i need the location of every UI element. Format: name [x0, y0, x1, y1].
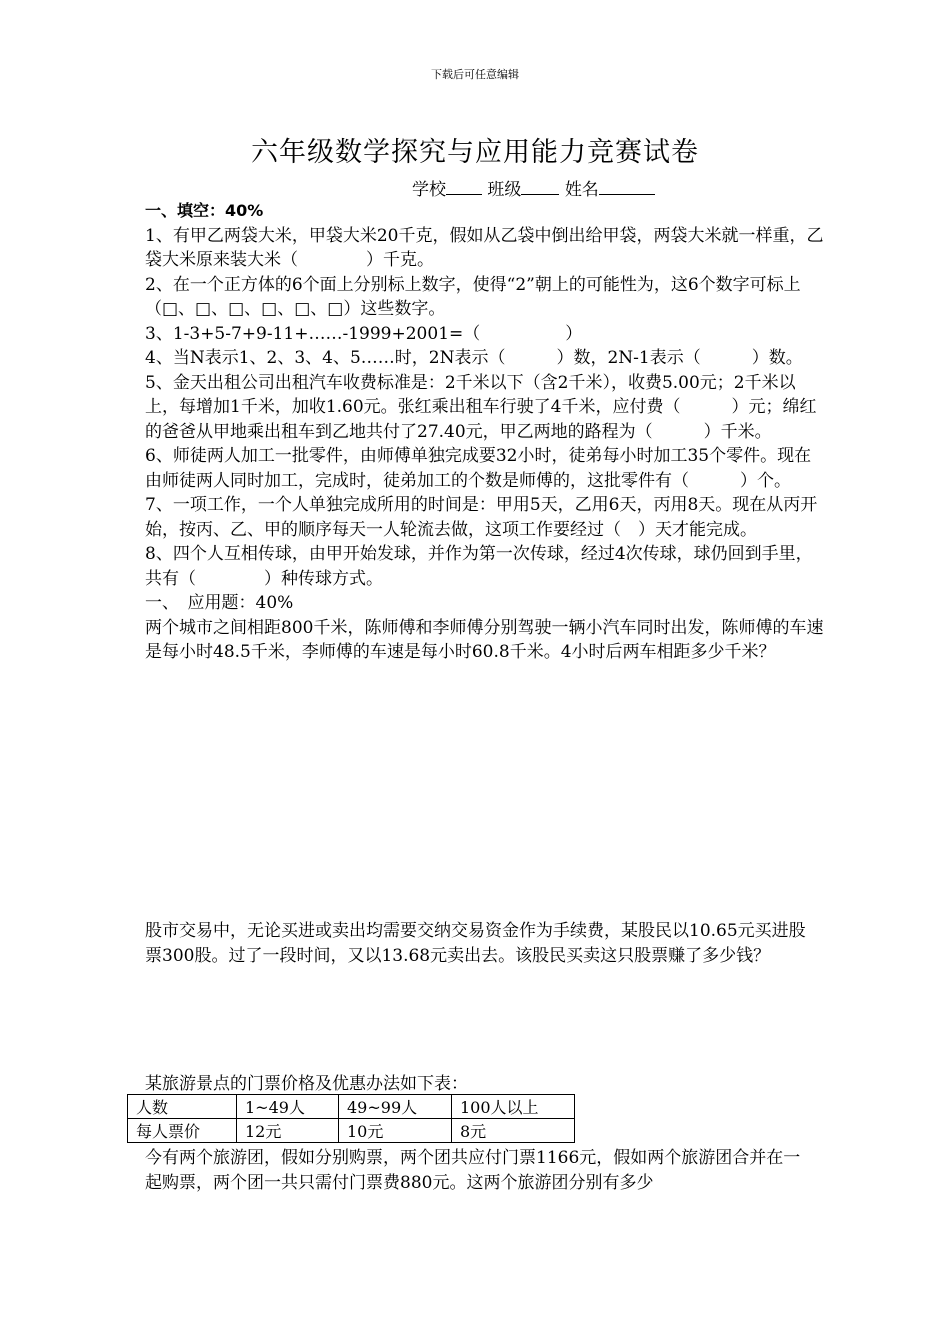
table-cell: 每人票价 [128, 1119, 237, 1143]
class-label: 班级 [487, 180, 522, 200]
school-blank[interactable] [446, 178, 482, 195]
name-blank[interactable] [599, 178, 655, 195]
application-question-3: 今有两个旅游团，假如分别购票，两个团共应付门票1166元，假如两个旅游团合并在一起购票，两个团一共只需付门票费880元。这两个旅游团分别有多少 [145, 1148, 801, 1193]
section1-heading: 一、填空：40% [145, 201, 264, 220]
ticket-price-table [127, 1094, 575, 1143]
table-cell: 1~49人 [237, 1095, 339, 1119]
application-question-2: 股市交易中，无论买进或卖出均需要交纳交易资金作为手续费，某股民以10.65元买进股票300股。过了一段时间，又以13.68元卖出去。该股民买卖这只股票赚了多少钱？ [145, 921, 806, 966]
section2-heading: 一、 应用题：40% [145, 593, 294, 613]
table-row [128, 1119, 575, 1143]
table-row [128, 1095, 575, 1119]
name-label: 姓名 [564, 180, 599, 200]
question-2: 2、在一个正方体的6个面上分别标上数字，使得“2”朝上的可能性为，这6个数字可标上（□、□、□、□、□、□）这些数字。 [145, 274, 801, 319]
class-blank[interactable] [521, 178, 559, 195]
page-header-note: 下载后可任意编辑 [431, 68, 519, 81]
question-3: 3、1-3+5-7+9-11+……-1999+2001=（ ） [145, 323, 583, 344]
table-cell: 12元 [237, 1119, 339, 1143]
question-4: 4、当N表示1、2、3、4、5……时，2N表示（ ）数，2N-1表示（ ）数。 [145, 348, 803, 368]
table-cell: 人数 [128, 1095, 237, 1119]
question-6: 6、师徒两人加工一批零件，由师傅单独完成要32小时，徒弟每小时加工35个零件。现在由师徒两人同时加工，完成时，徒弟加工的个数是师傅的，这批零件有（ ）个。 [145, 446, 812, 491]
question-8: 8、四个人互相传球，由甲开始发球，并作为第一次传球，经过4次传球，球仍回到手里，共有（ ）种传球方式。 [145, 544, 813, 589]
question-5: 5、金天出租公司出租汽车收费标准是：2千米以下（含2千米），收费5.00元；2千米以上，每增加1千米，加收1.60元。张红乘出租车行驶了4千米，应付费（ ）元；绵红的爸爸从甲地乘出租车到乙地共付了27.40元，甲乙两地的路程为（ ）千米。 [145, 372, 817, 442]
section-fill-in [145, 199, 825, 665]
student-info-line [412, 175, 655, 200]
question-7: 7、一项工作，一个人单独完成所用的时间是：甲用5天，乙用6天，丙用8天。现在从丙开始，按丙、乙、甲的顺序每天一人轮流去做，这项工作要经过（ ）天才能完成。 [145, 495, 818, 540]
table-cell: 49~99人 [339, 1095, 452, 1119]
page-title: 六年级数学探究与应用能力竞赛试卷 [251, 137, 699, 168]
table-caption: 某旅游景点的门票价格及优惠办法如下表： [145, 1074, 468, 1094]
application-question-1: 两个城市之间相距800千米，陈师傅和李师傅分别驾驶一辆小汽车同时出发，陈师傅的车速是每小时48.5千米，李师傅的车速是每小时60.8千米。4小时后两车相距多少千米？ [145, 617, 824, 662]
question-1: 1、有甲乙两袋大米，甲袋大米20千克，假如从乙袋中倒出给甲袋，两袋大米就一样重，乙袋大米原来装大米（ ）千克。 [145, 225, 824, 270]
table-cell: 8元 [452, 1119, 575, 1143]
school-label: 学校 [412, 180, 446, 200]
table-cell: 10元 [339, 1119, 452, 1143]
table-cell: 100人以上 [452, 1095, 575, 1119]
